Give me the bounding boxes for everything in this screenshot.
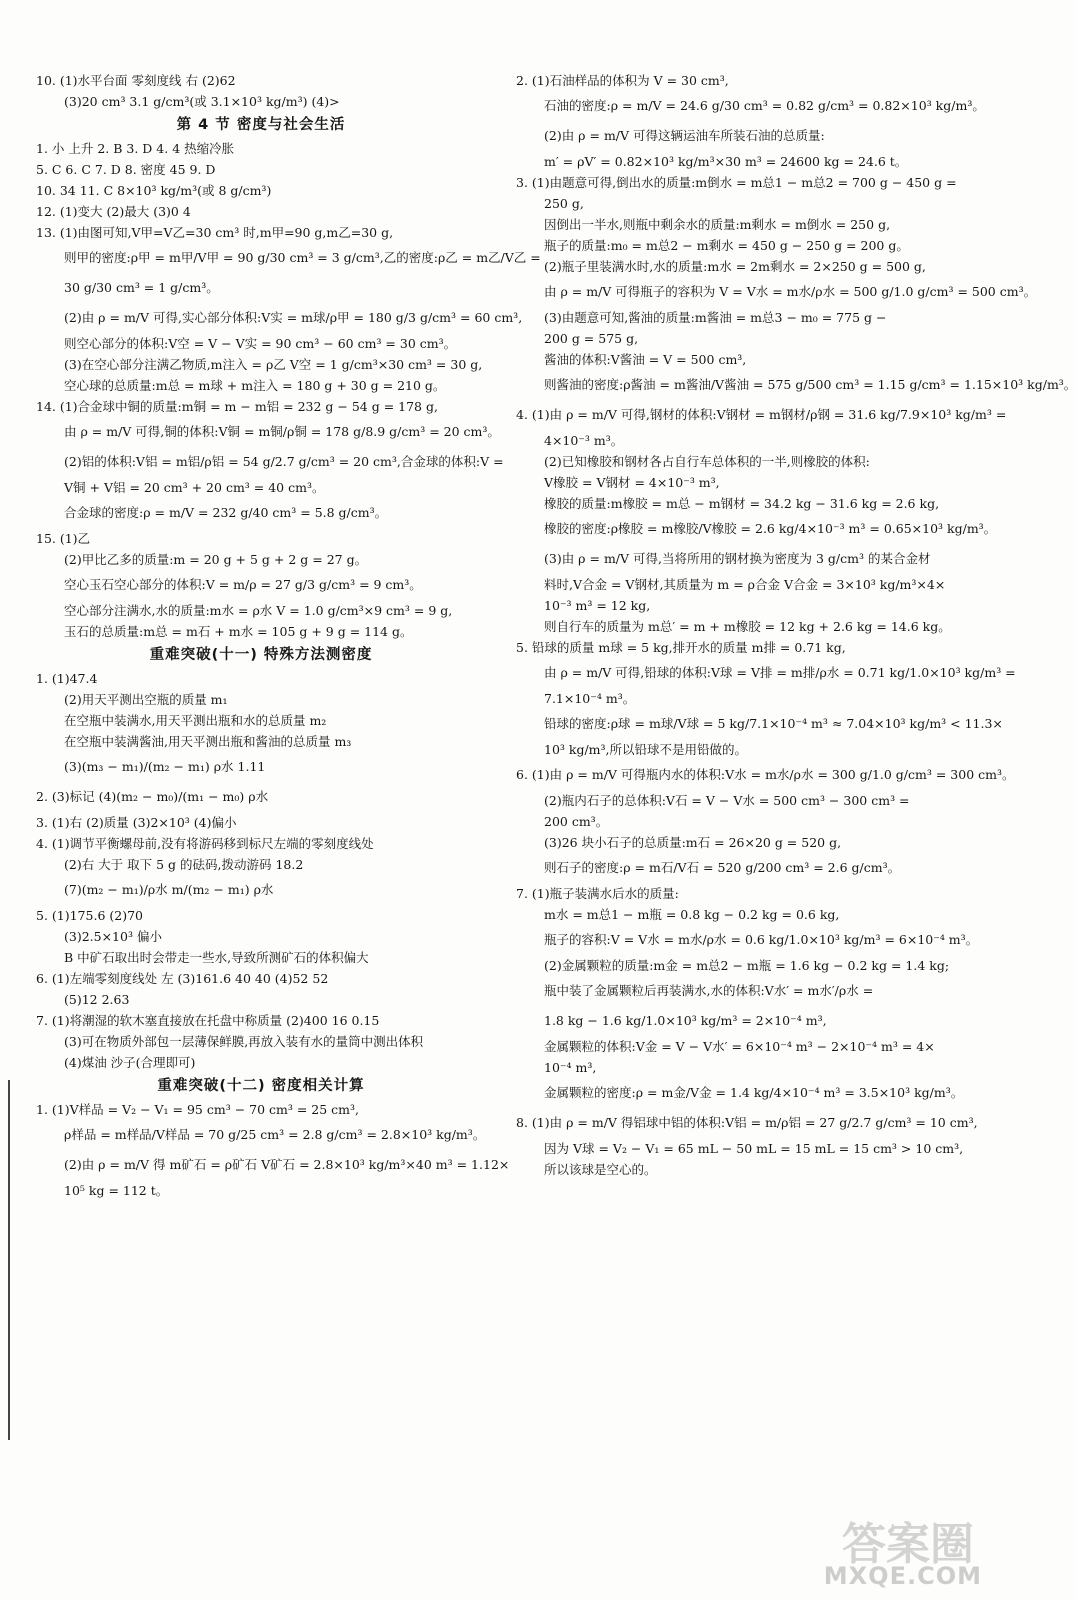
answer-line: (2)瓶子里装满水时,水的质量:m水 = 2m剩水 = 2×250 g = 500 g,	[544, 259, 926, 274]
answer-line: 250 g,	[544, 196, 584, 211]
answer-line: 石油的密度:ρ = m/V = 24.6 g/30 cm³ = 0.82 g/cm³ = 0.82×10³ kg/m³。	[544, 98, 985, 113]
answer-line: 则甲的密度:ρ甲 = m甲/V甲 = 90 g/30 cm³ = 3 g/cm³,乙的密度:ρ乙 = m乙/V乙 =	[64, 250, 541, 265]
answer-line: 15. (1)乙	[36, 531, 91, 546]
answer-line: 3. (1)右 (2)质量 (3)2×10³ (4)偏小	[36, 815, 237, 830]
answer-line: 因倒出一半水,则瓶中剩余水的质量:m剩水 = m倒水 = 250 g,	[544, 217, 891, 232]
answer-line: 在空瓶中装满酱油,用天平测出瓶和酱油的总质量 m₃	[64, 734, 352, 749]
answer-line: (2)铝的体积:V铝 = m铝/ρ铝 = 54 g/2.7 g/cm³ = 20 cm³,合金球的体积:V =	[64, 454, 504, 469]
answer-line: (3)由题意可知,酱油的质量:m酱油 = m总3 − m₀ = 775 g −	[544, 310, 887, 325]
answer-line: 4. (1)调节平衡螺母前,没有将游码移到标尺左端的零刻度线处	[36, 836, 374, 851]
answer-line: 10. (1)水平台面 零刻度线 右 (2)62	[36, 73, 236, 88]
answer-line: 由 ρ = m/V 可得,铅球的体积:V球 = V排 = m排/ρ水 = 0.71 kg/1.0×10³ kg/m³ =	[544, 665, 1016, 680]
answer-line: 10⁻³ m³ = 12 kg,	[544, 598, 651, 613]
answer-line: (2)由 ρ = m/V 得 m矿石 = ρ矿石 V矿石 = 2.8×10³ kg/m³×40 m³ = 1.12×	[64, 1157, 510, 1172]
answer-line: 3. (1)由题意可得,倒出水的质量:m倒水 = m总1 − m总2 = 700 g − 450 g =	[516, 175, 957, 190]
answer-line: ρ样品 = m样品/V样品 = 70 g/25 cm³ = 2.8 g/cm³ = 2.8×10³ kg/m³。	[64, 1127, 486, 1142]
answer-line: 料时,V合金 = V钢材,其质量为 m = ρ合金 V合金 = 3×10³ kg/m³×4×	[544, 577, 946, 592]
answer-line: 200 g = 575 g,	[544, 331, 639, 346]
answer-line: 在空瓶中装满水,用天平测出瓶和水的总质量 m₂	[64, 713, 327, 728]
answer-line: V橡胶 = V钢材 = 4×10⁻³ m³,	[544, 475, 720, 490]
watermark-logo	[792, 1508, 982, 1590]
answer-line: (7)(m₂ − m₁)/ρ水 m/(m₂ − m₁) ρ水	[64, 882, 274, 897]
answer-line: 瓶子的容积:V = V水 = m水/ρ水 = 0.6 kg/1.0×10³ kg/m³ = 6×10⁻⁴ m³。	[544, 932, 979, 947]
margin-rule	[8, 1080, 10, 1440]
answer-line: 10. 34 11. C 8×10³ kg/m³(或 8 g/cm³)	[36, 183, 272, 198]
answer-line: 则自行车的质量为 m总′ = m + m橡胶 = 12 kg + 2.6 kg = 14.6 kg。	[544, 619, 951, 634]
answer-line: 则空心部分的体积:V空 = V − V实 = 90 cm³ − 60 cm³ = 30 cm³。	[64, 336, 457, 351]
answer-line: 橡胶的质量:m橡胶 = m总 − m钢材 = 34.2 kg − 31.6 kg = 2.6 kg,	[544, 496, 940, 511]
answer-line: 10⁵ kg = 112 t。	[64, 1183, 169, 1198]
answer-line: 7.1×10⁻⁴ m³。	[544, 691, 636, 706]
answer-line: 2. (3)标记 (4)(m₂ − m₀)/(m₁ − m₀) ρ水	[36, 789, 269, 804]
answer-line: (2)已知橡胶和钢材各占自行车总体积的一半,则橡胶的体积:	[544, 454, 870, 469]
answer-line: 金属颗粒的密度:ρ = m金/V金 = 1.4 kg/4×10⁻⁴ m³ = 3.5×10³ kg/m³。	[544, 1085, 964, 1100]
answer-line: 则酱油的密度:ρ酱油 = m酱油/V酱油 = 575 g/500 cm³ = 1.15 g/cm³ = 1.15×10³ kg/m³。	[544, 377, 1076, 392]
answer-line: m′ = ρV′ = 0.82×10³ kg/m³×30 m³ = 24600 kg = 24.6 t。	[544, 154, 908, 169]
answer-line: (3)在空心部分注满乙物质,m注入 = ρ乙 V空 = 1 g/cm³×30 cm³ = 30 g,	[64, 357, 483, 372]
answer-line: 5. 铅球的质量 m球 = 5 kg,排开水的质量 m排 = 0.71 kg,	[516, 640, 846, 655]
answer-line: 6. (1)左端零刻度线处 左 (3)161.6 40 40 (4)52 52	[36, 971, 329, 986]
answer-line: (4)煤油 沙子(合理即可)	[64, 1055, 196, 1070]
answer-line: 瓶子的质量:m₀ = m总2 − m剩水 = 450 g − 250 g = 200 g。	[544, 238, 909, 253]
answer-line: 玉石的总质量:m总 = m石 + m水 = 105 g + 9 g = 114 g。	[64, 624, 413, 639]
answer-line: 30 g/30 cm³ = 1 g/cm³。	[64, 280, 219, 295]
answer-line: 7. (1)将潮湿的软木塞直接放在托盘中称质量 (2)400 16 0.15	[36, 1013, 380, 1028]
answer-line: 空心部分注满水,水的质量:m水 = ρ水 V = 1.0 g/cm³×9 cm³ = 9 g,	[64, 603, 453, 618]
left-column	[36, 70, 541, 1201]
section-heading: 重难突破(十一) 特殊方法测密度	[149, 647, 373, 663]
answer-line: 1. (1)V样品 = V₂ − V₁ = 95 cm³ − 70 cm³ = 25 cm³,	[36, 1102, 360, 1117]
answer-line: 8. (1)由 ρ = m/V 得铝球中铝的体积:V铝 = m/ρ铝 = 27 g/2.7 g/cm³ = 10 cm³,	[516, 1115, 978, 1130]
answer-line: 金属颗粒的体积:V金 = V − V水′ = 6×10⁻⁴ m³ − 2×10⁻⁴ m³ = 4×	[544, 1039, 935, 1054]
answer-line: 所以该球是空心的。	[544, 1162, 657, 1177]
answer-line: 12. (1)变大 (2)最大 (3)0 4	[36, 204, 191, 219]
watermark-logo-text: 答案圈	[842, 1519, 974, 1570]
answer-line: 5. C 6. C 7. D 8. 密度 45 9. D	[36, 162, 216, 177]
answer-line: (3)20 cm³ 3.1 g/cm³(或 3.1×10³ kg/m³) (4)>	[64, 94, 340, 109]
answer-line: V铜 + V铝 = 20 cm³ + 20 cm³ = 40 cm³。	[64, 480, 325, 495]
answer-line: 空心球的总质量:m总 = m球 + m注入 = 180 g + 30 g = 210 g。	[64, 378, 446, 393]
answer-line: (5)12 2.63	[64, 992, 130, 1007]
answer-line: (3)26 块小石子的总质量:m石 = 26×20 g = 520 g,	[544, 835, 842, 850]
answer-line: 空心玉石空心部分的体积:V = m/ρ = 27 g/3 g/cm³ = 9 cm³。	[64, 577, 422, 592]
answer-line: B 中矿石取出时会带走一些水,导致所测矿石的体积偏大	[64, 950, 369, 965]
answer-line: 由 ρ = m/V 可得,铜的体积:V铜 = m铜/ρ铜 = 178 g/8.9 g/cm³ = 20 cm³。	[64, 424, 500, 439]
answer-line: 由 ρ = m/V 可得瓶子的容积为 V = V水 = m水/ρ水 = 500 g/1.0 g/cm³ = 500 cm³。	[544, 284, 1037, 299]
answer-line: 13. (1)由图可知,V甲=V乙=30 cm³ 时,m甲=90 g,m乙=30 g,	[36, 225, 394, 240]
answer-line: (2)金属颗粒的质量:m金 = m总2 − m瓶 = 1.6 kg − 0.2 kg = 1.4 kg;	[544, 958, 950, 973]
answer-line: 合金球的密度:ρ = m/V = 232 g/40 cm³ = 5.8 g/cm³。	[64, 505, 388, 520]
answer-line: 14. (1)合金球中铜的质量:m铜 = m − m铝 = 232 g − 54 g = 178 g,	[36, 399, 438, 414]
answer-line: (2)用天平测出空瓶的质量 m₁	[64, 692, 228, 707]
answer-line: (2)甲比乙多的质量:m = 20 g + 5 g + 2 g = 27 g。	[64, 552, 368, 567]
answer-line: 6. (1)由 ρ = m/V 可得瓶内水的体积:V水 = m水/ρ水 = 300 g/1.0 g/cm³ = 300 cm³。	[516, 767, 1015, 782]
answer-line: (3)(m₃ − m₁)/(m₂ − m₁) ρ水 1.11	[64, 759, 266, 774]
answer-line: 7. (1)瓶子装满水后水的质量:	[516, 886, 679, 901]
answer-line: 5. (1)175.6 (2)70	[36, 908, 143, 923]
answer-line: 10⁻⁴ m³,	[544, 1060, 597, 1075]
answer-line: 因为 V球 = V₂ − V₁ = 65 mL − 50 mL = 15 mL = 15 cm³ > 10 cm³,	[544, 1141, 964, 1156]
answer-line: (2)右 大于 取下 5 g 的砝码,拨动游码 18.2	[64, 857, 304, 872]
answer-line: (2)由 ρ = m/V 可得这辆运油车所装石油的总质量:	[544, 128, 825, 143]
watermark-site: MXQE.COM	[823, 1562, 982, 1590]
right-column	[516, 70, 1076, 1180]
section-heading: 第 4 节 密度与社会生活	[176, 117, 346, 133]
answer-line: 橡胶的密度:ρ橡胶 = m橡胶/V橡胶 = 2.6 kg/4×10⁻³ m³ = 0.65×10³ kg/m³。	[544, 521, 997, 536]
section-heading: 重难突破(十二) 密度相关计算	[157, 1078, 365, 1094]
answer-line: 2. (1)石油样品的体积为 V = 30 cm³,	[516, 73, 729, 88]
answer-line: 则石子的密度:ρ = m石/V石 = 520 g/200 cm³ = 2.6 g/cm³。	[544, 860, 901, 875]
answer-line: (2)由 ρ = m/V 可得,实心部分体积:V实 = m球/ρ甲 = 180 g/3 g/cm³ = 60 cm³,	[64, 310, 523, 325]
answer-line: 10³ kg/m³,所以铅球不是用铅做的。	[544, 742, 748, 757]
answer-line: 铅球的密度:ρ球 = m球/V球 = 5 kg/7.1×10⁻⁴ m³ ≈ 7.04×10³ kg/m³ < 11.3×	[544, 716, 1003, 731]
answer-line: m水 = m总1 − m瓶 = 0.8 kg − 0.2 kg = 0.6 kg,	[544, 907, 840, 922]
answer-line: 4. (1)由 ρ = m/V 可得,钢材的体积:V钢材 = m钢材/ρ钢 = 31.6 kg/7.9×10³ kg/m³ =	[516, 407, 1007, 422]
answer-line: 200 cm³。	[544, 814, 609, 829]
answer-line: 瓶中装了金属颗粒后再装满水,水的体积:V水′ = m水′/ρ水 =	[544, 983, 874, 998]
answer-line: (3)由 ρ = m/V 可得,当将所用的钢材换为密度为 3 g/cm³ 的某合金材	[544, 551, 931, 566]
answer-line: 1.8 kg − 1.6 kg/1.0×10³ kg/m³ = 2×10⁻⁴ m³,	[544, 1013, 827, 1028]
answer-line: 4×10⁻³ m³。	[544, 433, 624, 448]
answer-line: (2)瓶内石子的总体积:V石 = V − V水 = 500 cm³ − 300 cm³ =	[544, 793, 910, 808]
answer-line: (3)2.5×10³ 偏小	[64, 929, 162, 944]
answer-line: 酱油的体积:V酱油 = V = 500 cm³,	[544, 352, 747, 367]
answer-line: (3)可在物质外部包一层薄保鲜膜,再放入装有水的量筒中测出体积	[64, 1034, 424, 1049]
answer-line: 1. (1)47.4	[36, 671, 98, 686]
answer-line: 1. 小 上升 2. B 3. D 4. 4 热缩冷胀	[36, 141, 235, 156]
